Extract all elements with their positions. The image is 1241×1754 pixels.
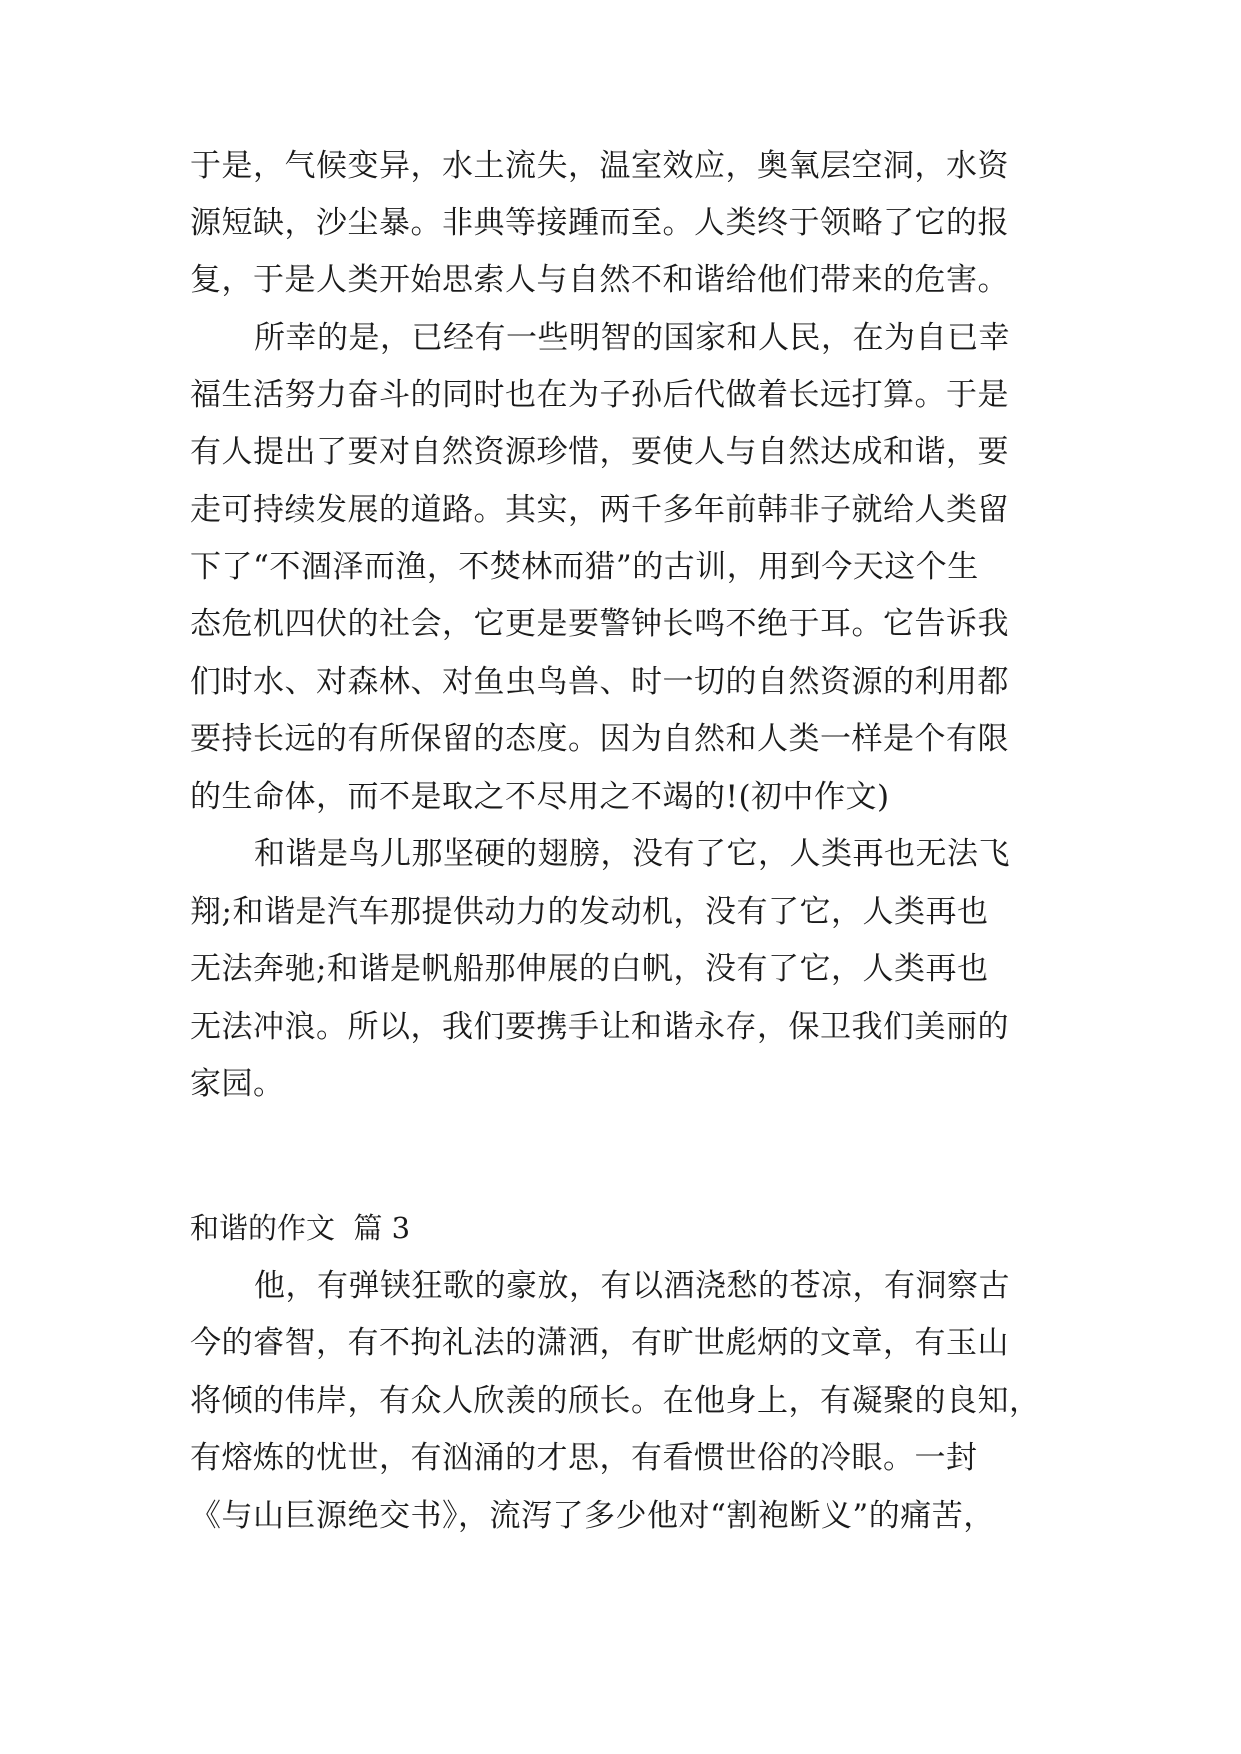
text-line: 无法冲浪。所以，我们要携手让和谐永存，保卫我们美丽的 <box>190 1009 1009 1045</box>
text-line: 们时水、对森林、对鱼虫鸟兽、时一切的自然资源的利用都 <box>190 664 1009 700</box>
text-line: 他，有弹铗狂歌的豪放，有以酒浇愁的苍凉，有洞察古 <box>254 1268 1010 1304</box>
text-line: 《与山巨源绝交书》，流泻了多少他对“割袍断义”的痛苦， <box>190 1498 995 1534</box>
text-line: 的生命体，而不是取之不尽用之不竭的!(初中作文) <box>190 779 890 815</box>
text-line: 源短缺，沙尘暴。非典等接踵而至。人类终于领略了它的报 <box>190 205 1009 241</box>
text-line: 要持长远的有所保留的态度。因为自然和人类一样是个有限 <box>190 721 1009 757</box>
section-title: 和谐的作文 篇 3 <box>190 1211 411 1245</box>
text-line: 福生活努力奋斗的同时也在为子孙后代做着长远打算。于是 <box>190 377 1009 413</box>
text-line: 家园。 <box>190 1066 285 1102</box>
text-line: 将倾的伟岸，有众人欣羡的颀长。在他身上，有凝聚的良知， <box>190 1383 1041 1419</box>
text-line: 于是，气候变异，水土流失，温室效应，奥氧层空洞，水资 <box>190 148 1009 184</box>
text-line: 今的睿智，有不拘礼法的潇洒，有旷世彪炳的文章，有玉山 <box>190 1325 1009 1361</box>
text-line: 无法奔驰;和谐是帆船那伸展的白帆，没有了它，人类再也 <box>190 951 989 987</box>
text-line: 走可持续发展的道路。其实，两千多年前韩非子就给人类留 <box>190 492 1009 528</box>
text-line: 有人提出了要对自然资源珍惜，要使人与自然达成和谐，要 <box>190 434 1009 470</box>
text-line: 复，于是人类开始思索人与自然不和谐给他们带来的危害。 <box>190 262 1009 298</box>
text-line: 所幸的是，已经有一些明智的国家和人民，在为自已幸 <box>254 320 1010 356</box>
text-line: 有熔炼的忧世，有汹涌的才思，有看惯世俗的冷眼。一封 <box>190 1440 978 1476</box>
text-line: 翔;和谐是汽车那提供动力的发动机，没有了它，人类再也 <box>190 894 989 930</box>
text-line: 下了“不涸泽而渔，不焚林而猎”的古训，用到今天这个生 <box>190 549 979 585</box>
text-line: 和谐是鸟儿那坚硬的翅膀，没有了它，人类再也无法飞 <box>254 836 1010 872</box>
text-line: 态危机四伏的社会，它更是要警钟长鸣不绝于耳。它告诉我 <box>190 606 1009 642</box>
